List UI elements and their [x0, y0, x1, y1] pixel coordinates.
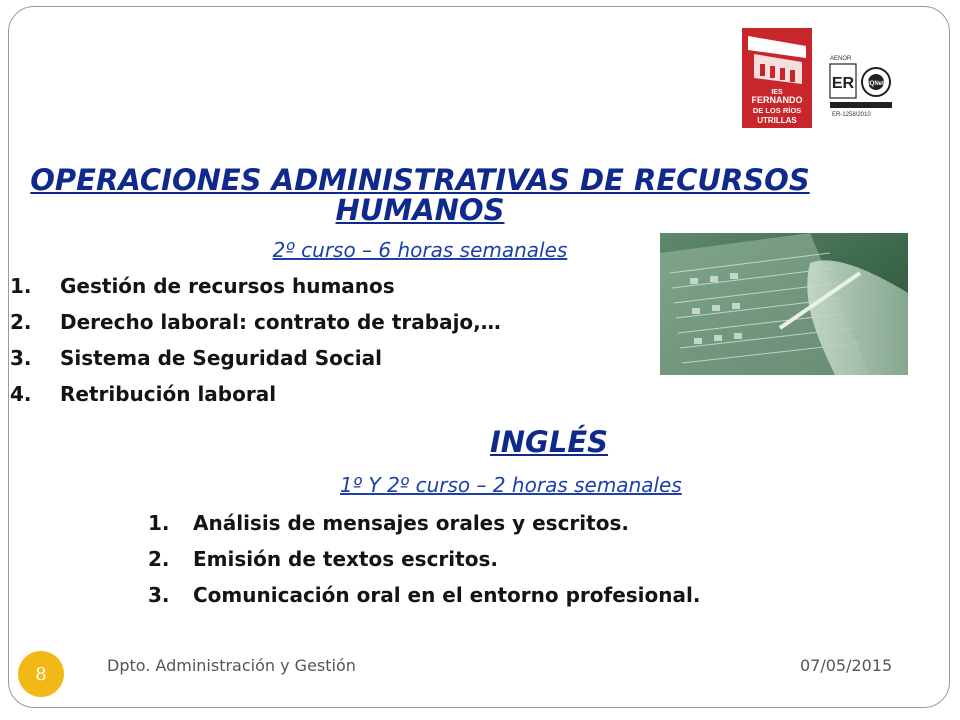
item-number: 2.: [10, 310, 32, 334]
section2-list: [148, 505, 700, 613]
list-item: [10, 304, 501, 340]
section2-title: INGLÉS: [490, 425, 609, 459]
list-item: [148, 577, 700, 613]
item-text: Emisión de textos escritos.: [193, 547, 498, 571]
logo-text-4: UTRILLAS: [757, 116, 797, 125]
section1-list: [10, 268, 501, 412]
item-number: 2.: [148, 547, 170, 571]
logo-text-3: DE LOS RÍOS: [752, 106, 802, 115]
item-text: Análisis de mensajes orales y escritos.: [193, 511, 629, 535]
certification-marks: [828, 52, 894, 122]
page-number: 8: [35, 663, 47, 685]
section2-subtitle: 1º Y 2º curso – 2 horas semanales: [340, 473, 682, 497]
logo-text-1: IES: [771, 89, 783, 96]
item-number: 1.: [148, 511, 170, 535]
item-text: Comunicación oral en el entorno profesional.: [193, 583, 701, 607]
item-text: Derecho laboral: contrato de trabajo,…: [60, 310, 501, 334]
page-number-badge: [18, 651, 64, 697]
list-item: [148, 541, 700, 577]
item-number: 3.: [10, 346, 32, 370]
school-logo: [742, 28, 812, 128]
section1-subtitle: 2º curso – 6 horas semanales: [272, 238, 568, 262]
section1-title: OPERACIONES ADMINISTRATIVAS DE RECURSOS HUMANOS: [30, 163, 810, 227]
item-text: Sistema de Seguridad Social: [60, 346, 382, 370]
form-photo: [660, 233, 908, 375]
list-item: [148, 505, 700, 541]
logo-text-2: FERNANDO: [751, 95, 803, 105]
footer-department: Dpto. Administración y Gestión: [107, 656, 356, 675]
item-number: 4.: [10, 382, 32, 406]
item-text: Retribución laboral: [60, 382, 277, 406]
iqnet-mark: IQNet: [867, 81, 885, 87]
list-item: [10, 340, 501, 376]
item-number: 1.: [10, 274, 32, 298]
list-item: [10, 376, 501, 412]
item-text: Gestión de recursos humanos: [60, 274, 395, 298]
list-item: [10, 268, 501, 304]
footer-date: 07/05/2015: [800, 656, 893, 675]
cert-code: ER-1258/2010: [832, 112, 871, 118]
aenor-text: AENOR: [830, 56, 852, 62]
er-mark: ER: [831, 75, 855, 92]
item-number: 3.: [148, 583, 170, 607]
